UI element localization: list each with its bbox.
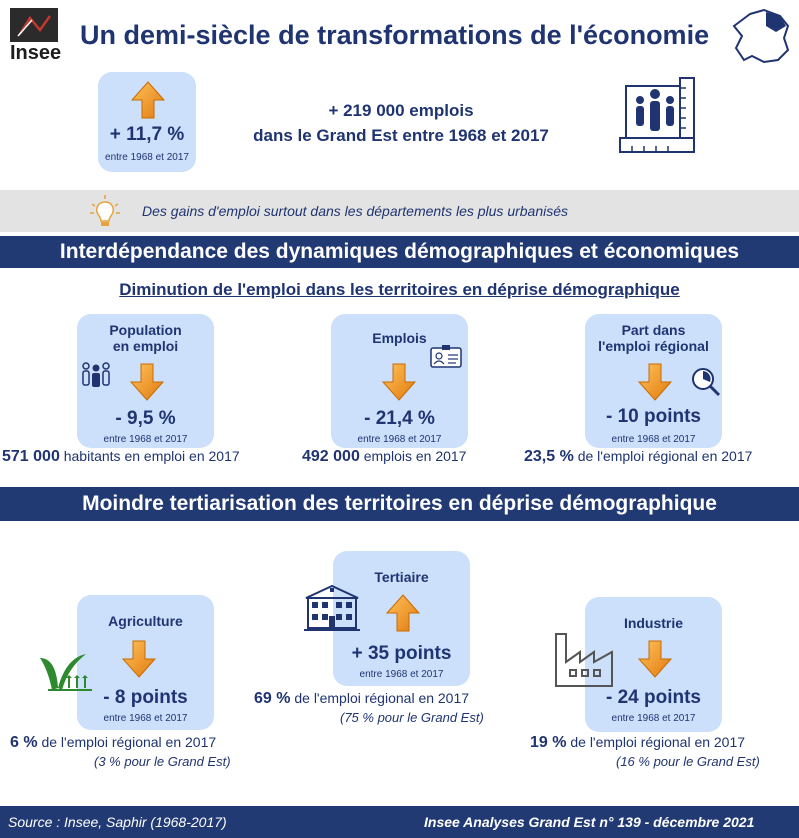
factory-icon (552, 632, 616, 688)
card-title: Tertiaire (374, 569, 429, 585)
indus-note-sub: (16 % pour le Grand Est) (616, 754, 760, 769)
card-value: - 21,4 % (364, 408, 435, 429)
magnifier-chart-icon (690, 366, 722, 398)
top-summary (200, 98, 602, 148)
card-period: entre 1968 et 2017 (611, 434, 696, 445)
card-title (585, 322, 722, 354)
card-title: Agriculture (108, 613, 183, 629)
note-rest: de l'emploi régional en 2017 (37, 734, 217, 750)
top-summary-line2: dans le Grand Est entre 1968 et 2017 (253, 126, 549, 145)
tert-note-sub: (75 % pour le Grand Est) (340, 710, 484, 725)
card-title-line2: l'emploi régional (598, 338, 709, 354)
lightbulb-icon (88, 194, 122, 228)
arrow-up-icon (130, 80, 166, 120)
total-change-card (98, 72, 196, 172)
note-bold: 492 000 (302, 448, 360, 465)
logo-text: Insee (10, 42, 62, 64)
note-bold: 6 % (10, 734, 38, 751)
total-change-period: entre 1968 et 2017 (105, 152, 189, 163)
card-period: entre 1968 et 2017 (357, 434, 442, 445)
france-map-icon (730, 6, 794, 66)
card-agriculture (77, 595, 214, 730)
note-bold: 23,5 % (524, 448, 574, 465)
card-note-emplois (302, 448, 466, 466)
arrow-down-icon (637, 362, 673, 402)
info-text: Des gains d'emploi surtout dans les départements les plus urbanisés (142, 203, 569, 219)
card-value: - 24 points (605, 687, 701, 708)
footer (0, 806, 799, 838)
card-title-line2: en emploi (112, 338, 179, 354)
page-title: Un demi-siècle de transformations de l'économie (80, 20, 710, 50)
insee-logo (4, 6, 64, 64)
card-title: Industrie (623, 615, 684, 631)
tert-note (254, 690, 469, 708)
note-bold: 571 000 (2, 448, 60, 465)
card-value: - 9,5 % (115, 408, 176, 429)
section2-heading: Moindre tertiarisation des territoires en déprise démographique (0, 487, 799, 521)
note-bold: 19 % (530, 734, 567, 751)
note-rest: habitants en emploi en 2017 (59, 448, 240, 464)
arrow-up-icon (385, 593, 421, 633)
people-ruler-icon (618, 76, 700, 158)
card-period: entre 1968 et 2017 (359, 669, 444, 680)
note-rest: de l'emploi régional en 2017 (290, 690, 470, 706)
plant-icon (38, 648, 94, 694)
info-bar (0, 190, 799, 232)
arrow-down-icon (121, 639, 157, 679)
agri-note-sub: (3 % pour le Grand Est) (94, 754, 231, 769)
footer-source: Source : Insee, Saphir (1968-2017) (8, 814, 227, 830)
arrow-down-icon (129, 362, 165, 402)
footer-publication: Insee Analyses Grand Est n° 139 - décembre 2021 (424, 814, 755, 830)
card-period: entre 1968 et 2017 (611, 713, 696, 724)
card-title-line1: Population (109, 322, 182, 338)
people-icon (80, 362, 112, 388)
total-change-value: + 11,7 % (109, 124, 185, 145)
card-title-line1: Part dans (621, 322, 686, 338)
insee-logo-mark (10, 8, 58, 42)
note-rest: emplois en 2017 (359, 448, 467, 464)
card-note-population (2, 448, 240, 466)
arrow-down-icon (637, 639, 673, 679)
card-period: entre 1968 et 2017 (103, 434, 188, 445)
card-value: - 10 points (605, 406, 701, 427)
card-value: - 8 points (103, 687, 188, 708)
agri-note (10, 734, 216, 752)
section1-heading: Interdépendance des dynamiques démographiques et économiques (0, 236, 799, 268)
section1-subheading: Diminution de l'emploi dans les territoires en déprise démographique (119, 280, 680, 299)
id-card-icon (430, 344, 462, 368)
card-emplois (331, 314, 468, 448)
arrow-down-icon (381, 362, 417, 402)
indus-note (530, 734, 745, 752)
building-icon (302, 582, 362, 634)
note-bold: 69 % (254, 690, 291, 707)
card-period: entre 1968 et 2017 (103, 713, 188, 724)
card-note-part (524, 448, 752, 466)
card-title: Emplois (372, 330, 427, 346)
card-value: + 35 points (351, 643, 452, 664)
note-rest: de l'emploi régional en 2017 (566, 734, 746, 750)
top-summary-line1: + 219 000 emplois (328, 101, 474, 120)
card-title (77, 322, 214, 354)
note-rest: de l'emploi régional en 2017 (573, 448, 753, 464)
